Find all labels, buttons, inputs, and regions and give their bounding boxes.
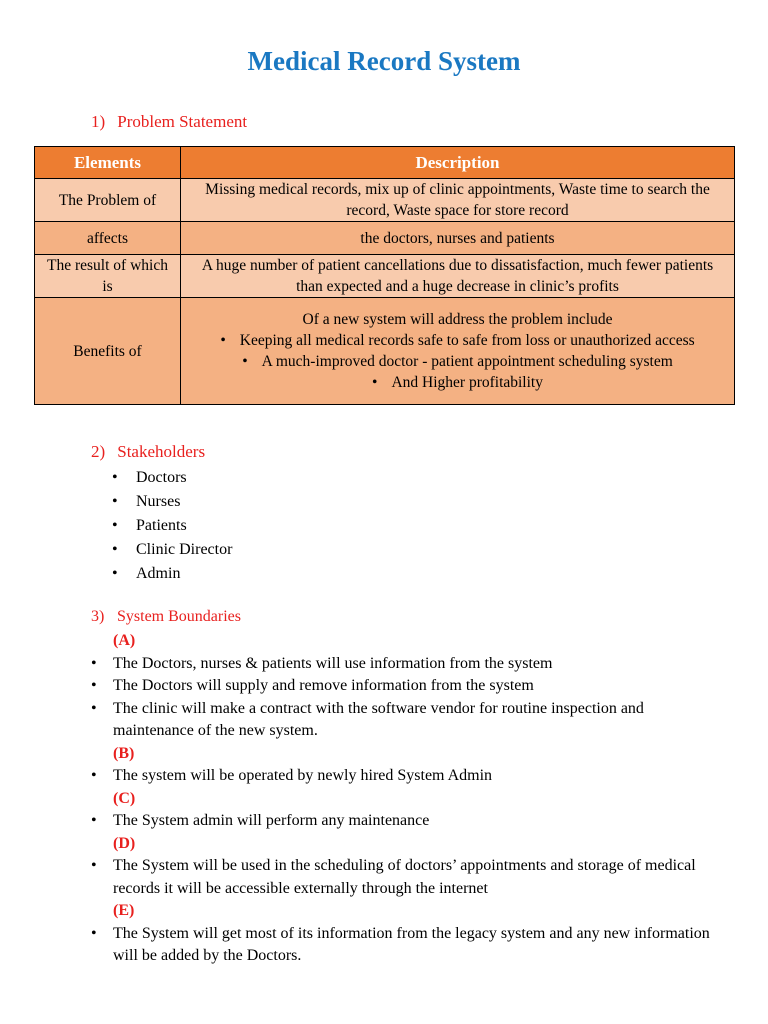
description-cell: A huge number of patient cancellations due to dissatisfaction, much fewer patients than expected and a huge decrease in clinic’s profits: [181, 255, 735, 298]
list-item: • Patients: [112, 514, 232, 538]
group-label: (D): [113, 834, 136, 852]
benefit-item: • And Higher profitability: [187, 372, 728, 393]
table-row: [35, 222, 735, 255]
section-number: 2): [91, 442, 106, 461]
section-heading-problem-statement: [91, 112, 247, 132]
list-item: • Doctors: [112, 466, 232, 490]
section-heading-system-boundaries: [91, 608, 241, 626]
system-boundaries: [91, 630, 711, 968]
list-item: • Nurses: [112, 490, 232, 514]
benefit-item: • Keeping all medical records safe to safe from loss or unauthorized access: [187, 330, 728, 351]
section-number: 1): [91, 112, 106, 131]
list-item: • Clinic Director: [112, 538, 232, 562]
benefit-item: • A much-improved doctor - patient appointment scheduling system: [187, 351, 728, 372]
stakeholder-list: [112, 466, 232, 586]
group-label: (C): [113, 789, 136, 807]
table-header-row: [35, 147, 735, 179]
list-item: • The system will be operated by newly hired System Admin: [91, 765, 711, 788]
list-item: • The clinic will make a contract with the software vendor for routine inspection and maintenance of the new system.: [91, 698, 711, 743]
column-header-elements: Elements: [35, 147, 181, 179]
description-cell: the doctors, nurses and patients: [181, 222, 735, 255]
group-label: (B): [113, 744, 135, 762]
list-item: • The System will be used in the scheduling of doctors’ appointments and storage of medical records it will be accessible externally through the internet: [91, 855, 711, 900]
list-item: • The System admin will perform any maintenance: [91, 810, 711, 833]
description-cell: [181, 298, 735, 405]
table-row: [35, 255, 735, 298]
group-label: (E): [113, 902, 135, 919]
section-heading-stakeholders: [91, 442, 205, 462]
element-cell: The Problem of: [35, 179, 181, 222]
element-cell: affects: [35, 222, 181, 255]
column-header-description: Description: [181, 147, 735, 179]
benefits-intro: Of a new system will address the problem include: [302, 311, 613, 328]
element-cell: The result of which is: [35, 255, 181, 298]
element-cell: Benefits of: [35, 298, 181, 405]
section-title: Problem Statement: [117, 112, 248, 131]
list-item: • Admin: [112, 562, 232, 586]
list-item: • The Doctors will supply and remove information from the system: [91, 675, 711, 698]
page-title: Medical Record System: [247, 46, 521, 76]
table-row: [35, 298, 735, 405]
section-number: 3): [91, 608, 105, 625]
description-cell: Missing medical records, mix up of clinic appointments, Waste time to search the record, Waste space for store record: [181, 179, 735, 222]
section-title: System Boundaries: [117, 608, 241, 625]
list-item: • The System will get most of its information from the legacy system and any new information will be added by the Doctors.: [91, 923, 711, 968]
section-title: Stakeholders: [117, 442, 206, 461]
table-row: [35, 179, 735, 222]
list-item: • The Doctors, nurses & patients will use information from the system: [91, 653, 711, 676]
problem-statement-table: [34, 146, 735, 405]
group-label: (A): [113, 632, 136, 649]
